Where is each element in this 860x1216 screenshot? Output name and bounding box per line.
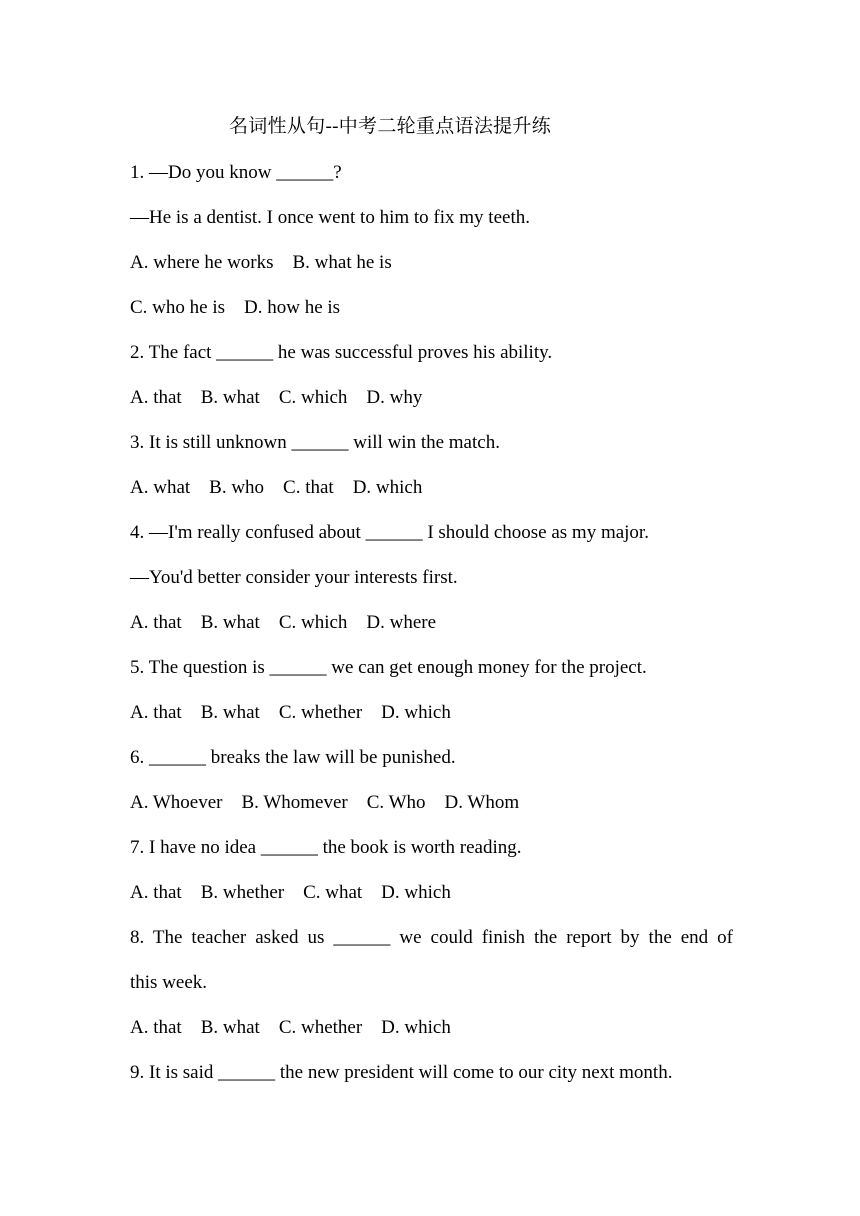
question-6-stem: 6. ______ breaks the law will be punished. xyxy=(130,747,456,768)
question-8-stem: 8. The teacher asked us ______ we could finish the report by the end of xyxy=(130,927,733,948)
page-title: 名词性从句--中考二轮重点语法提升练 xyxy=(228,116,552,137)
question-1-stem: 1. —Do you know ______? xyxy=(130,162,342,183)
question-8-stem-continued: this week. xyxy=(130,972,208,993)
question-6-options: A. Whoever B. Whomever C. Who D. Whom xyxy=(130,792,520,813)
question-3-options: A. what B. who C. that D. which xyxy=(130,477,423,498)
question-5-options: A. that B. what C. whether D. which xyxy=(130,702,451,723)
question-1-options-row-1: A. where he works B. what he is xyxy=(130,252,392,273)
question-4-stem: 4. —I'm really confused about ______ I should choose as my major. xyxy=(130,522,649,543)
question-4-dialogue-reply: —You'd better consider your interests first. xyxy=(130,567,458,588)
question-4-options: A. that B. what C. which D. where xyxy=(130,612,437,633)
question-2-options: A. that B. what C. which D. why xyxy=(130,387,423,408)
question-7-stem: 7. I have no idea ______ the book is worth reading. xyxy=(130,837,522,858)
question-1-options-row-2: C. who he is D. how he is xyxy=(130,297,341,318)
question-3-stem: 3. It is still unknown ______ will win the match. xyxy=(130,432,500,453)
question-7-options: A. that B. whether C. what D. which xyxy=(130,882,451,903)
question-1-dialogue-reply: —He is a dentist. I once went to him to fix my teeth. xyxy=(130,207,530,228)
question-8-options: A. that B. what C. whether D. which xyxy=(130,1017,451,1038)
question-2-stem: 2. The fact ______ he was successful proves his ability. xyxy=(130,342,553,363)
question-9-stem: 9. It is said ______ the new president will come to our city next month. xyxy=(130,1062,673,1083)
question-5-stem: 5. The question is ______ we can get enough money for the project. xyxy=(130,657,647,678)
